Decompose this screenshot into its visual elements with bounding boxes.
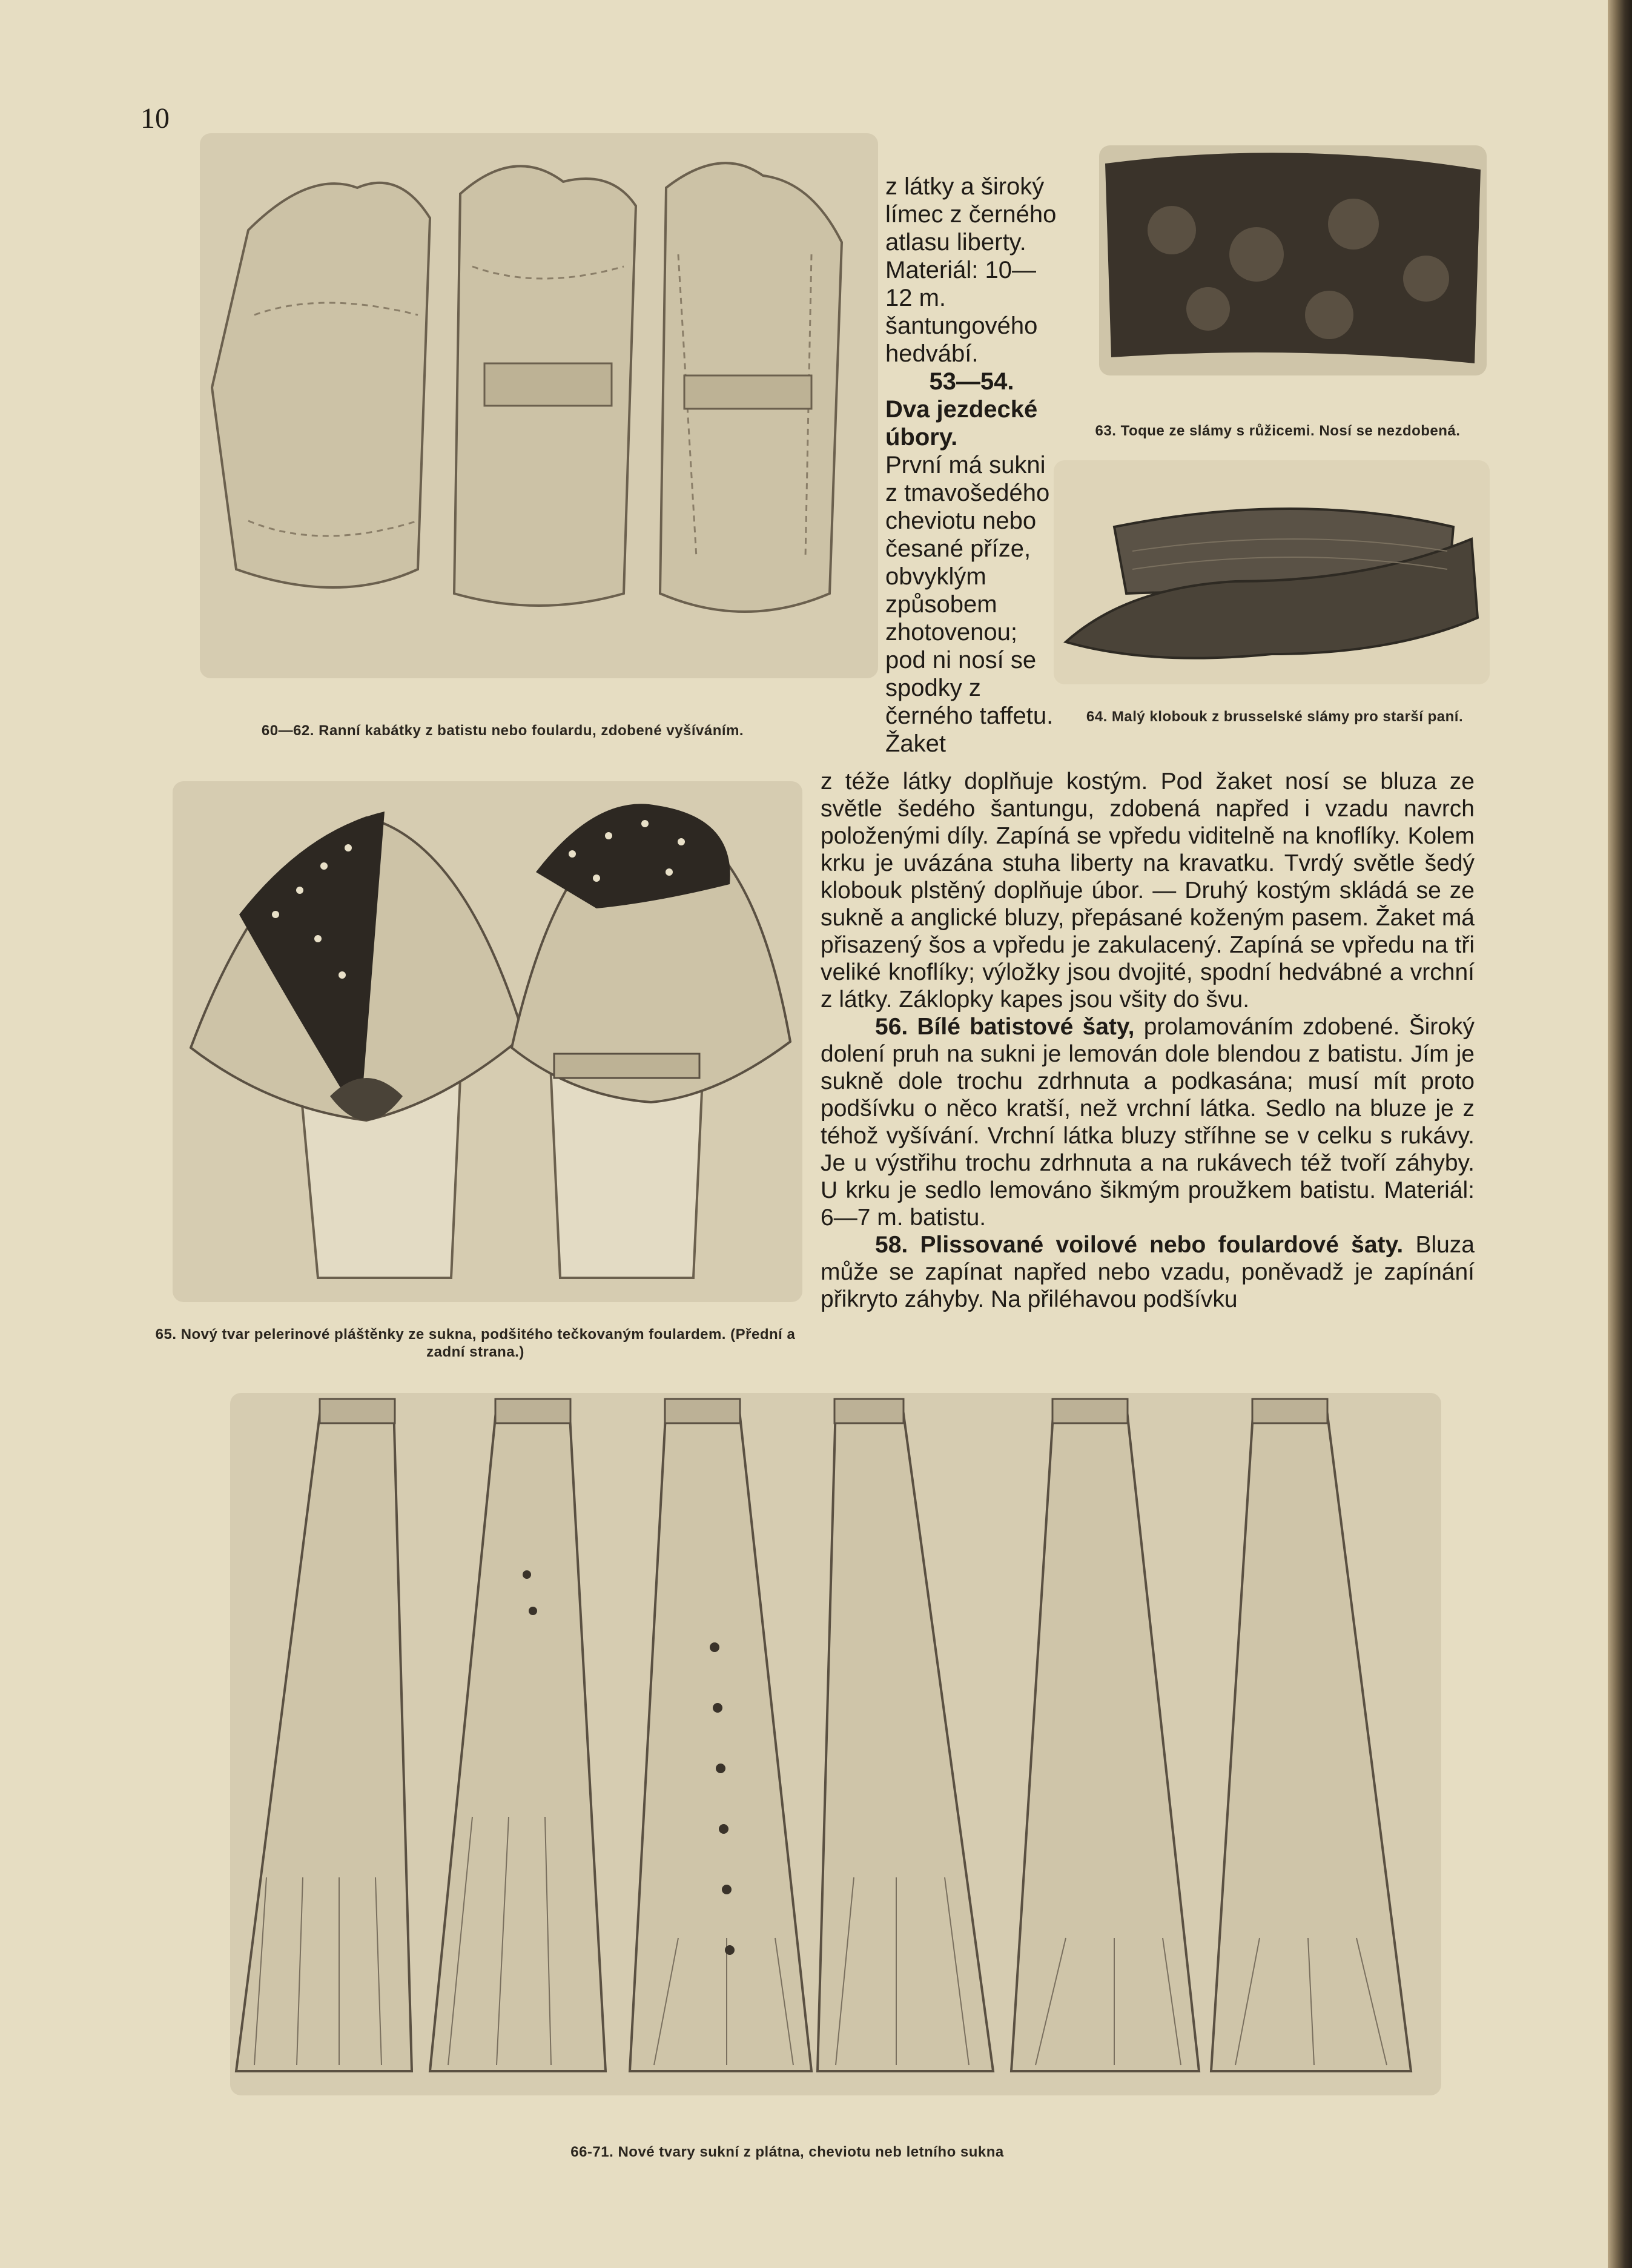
caption-64: 64. Malý klobouk z brusselské slámy pro starší paní. bbox=[1086, 709, 1464, 725]
paragraph-56 bbox=[821, 1013, 1475, 1231]
paragraph-intro: z látky a široký límec z černého atlasu liberty. Materiál: 10—12 m. šantungového hedvábí. bbox=[885, 173, 1057, 367]
page-number: 10 bbox=[140, 102, 170, 134]
illustration-toque-hat bbox=[1099, 145, 1487, 375]
page-binding-edge bbox=[1608, 0, 1632, 2268]
illustration-morning-jackets bbox=[200, 133, 878, 678]
paragraph-58-text: Bluza může se zapínat napřed nebo vzadu, poněvadž je zapínání přikryto záhyby. Na přiléhavou podšívku bbox=[821, 1232, 1475, 1312]
illustration-small-straw-hat bbox=[1054, 460, 1490, 684]
paragraph-56-text: prolamováním zdobené. Široký dolení pruh na sukni je lemován dole blendou z batistu. Jím je sukně dole trochu zdrhnuta a podkasána; musí mít proto podšívku o něco kratší, než vrchní látka. Sedlo na bluze je z téhož vyšívání. Vrchní látka bluzy stříhne se v celku s rukávy. Je u výstřihu trochu zdrhnuta a na rukávech též tvoří záhyby. U krku je sedlo lemováno šikmým proužkem batistu. Materiál: 6—7 m. batistu. bbox=[821, 1014, 1475, 1231]
caption-63: 63. Toque ze slámy s růžicemi. Nosí se nezdobená. bbox=[1095, 423, 1461, 439]
text-column-narrow bbox=[885, 173, 1058, 758]
illustration-six-skirts bbox=[230, 1393, 1441, 2095]
illustration-pelerine-cape bbox=[173, 781, 802, 1302]
paragraph-costume: z téže látky doplňuje kostým. Pod žaket nosí se bluza ze světle šedého šantungu, zdobená napřed i vzadu navrch položenými díly. Zapíná se vpředu viditelně na knoflíky. Kolem krku je uvázána stuha liberty na kravatku. Tvrdý světle šedý klobouk plstěný doplňuje úbor. — Druhý kostým skládá se ze sukně a anglické bluzy, přepásané koženým pasem. Žaket má přisazený šos a vpředu je zakulacený. Zapíná se vpředu na tři veliké knoflíky; výložky jsou dvojité, spodní hedvábné a vrchní z látky. Záklopky kapes jsou všity do švu. bbox=[821, 769, 1475, 1013]
caption-60-62: 60—62. Ranní kabátky z batistu nebo foulardu, zdobené vyšíváním. bbox=[261, 722, 744, 739]
heading-56: 56. Bílé batistové šaty, bbox=[875, 1014, 1135, 1040]
caption-65: 65. Nový tvar pelerinové pláštěnky ze sukna, podšitého tečkovaným foulardem. (Přední a zadní strana.) bbox=[155, 1326, 796, 1360]
text-column-wide bbox=[821, 768, 1475, 1313]
heading-53-54-number: 53—54. bbox=[929, 368, 1014, 395]
paragraph-riding-outfits: První má sukni z tmavošedého cheviotu nebo česané příze, obvyklým způsobem zhotovenou; pod ni nosí se spodky z černého taffetu. Žaket bbox=[885, 452, 1054, 757]
heading-58: 58. Plissované voilové nebo foulardové šaty. bbox=[875, 1232, 1404, 1258]
caption-66-71: 66-71. Nové tvary sukní z plátna, cheviotu neb letního sukna bbox=[570, 2144, 1004, 2160]
paragraph-58 bbox=[821, 1231, 1475, 1313]
heading-riding-outfits: Dva jezdecké úbory. bbox=[885, 396, 1038, 451]
